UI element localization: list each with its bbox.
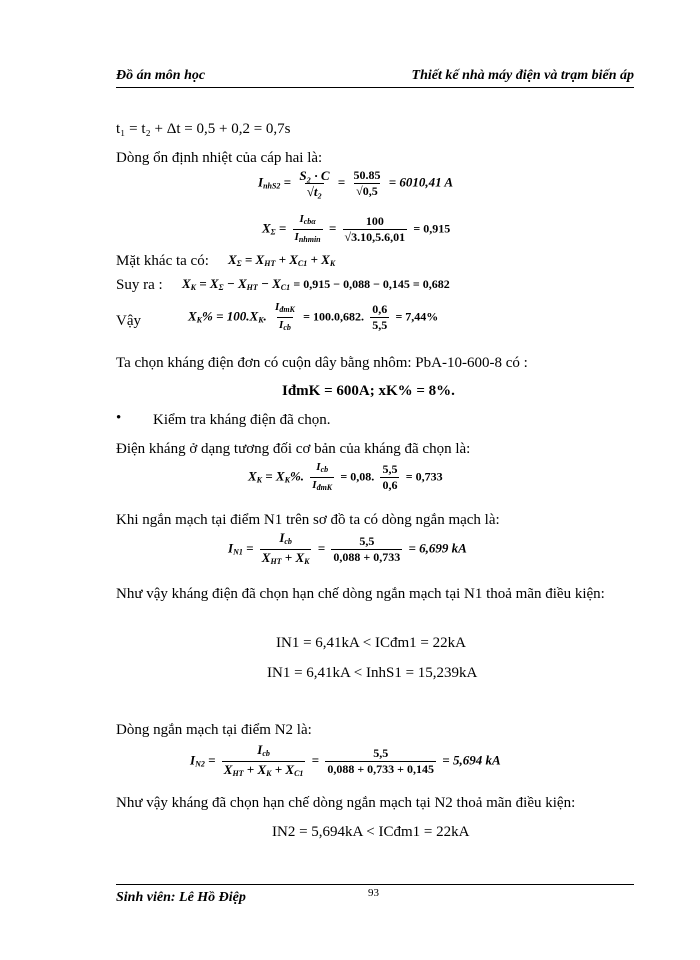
n1-check-1: IN1 = 6,41kA < ICđm1 = 22kA: [276, 635, 466, 651]
n1-equation: $I_{N1}$ = $\frac{I_{cb}}{X_{HT} + X_K}$ = $\frac{5,5}{0,088 + 0,733}$ = 6,699 kA: [228, 530, 467, 569]
header-left: Đồ án môn học: [116, 68, 206, 83]
n1-conclusion: Như vậy kháng điện đã chọn hạn chế dòng ngắn mạch tại N1 thoả mãn điều kiện:: [116, 586, 605, 602]
header-rule: [116, 87, 634, 88]
n1-check-2: IN1 = 6,41kA < InhS1 = 15,239kA: [267, 665, 478, 681]
reactor-spec: IđmK = 600A; xK% = 8%.: [282, 383, 455, 399]
suy-ra-label: Suy ra :: [116, 277, 163, 293]
bullet-check-text: Kiểm tra kháng điện đã chọn.: [153, 412, 331, 428]
choose-reactor-text: Ta chọn kháng điện đơn có cuộn dây bằng nhôm: PbA-10-600-8 có :: [116, 355, 528, 371]
thermal-heading: Dòng ổn định nhiệt của cáp hai là:: [116, 150, 323, 166]
relative-heading: Điện kháng ở dạng tương đối cơ bản của kháng đã chọn là:: [116, 441, 471, 457]
time-equation: t₁ = t₂ + Δt = 0,5 + 0,2 = 0,7s: [116, 121, 291, 137]
header-right: Thiết kế nhà máy điện và trạm biến áp: [411, 68, 634, 83]
n2-heading: Dòng ngắn mạch tại điểm N2 là:: [116, 722, 312, 738]
n1-heading: Khi ngắn mạch tại điểm N1 trên sơ đồ ta có dòng ngắn mạch là:: [116, 512, 500, 528]
vay-equation: $X_K\% = 100.X_K$. $\frac{I_{đmK}}{I_{cb}}$ = 100.0,682. $\frac{0,6}{5,5}$ = 7,44%: [188, 300, 438, 335]
vay-label: Vậy: [116, 313, 141, 329]
footer-rule: [116, 884, 634, 885]
n2-check: IN2 = 5,694kA < ICđm1 = 22kA: [272, 824, 470, 840]
n2-conclusion: Như vậy kháng đã chọn hạn chế dòng ngắn mạch tại N2 thoả mãn điều kiện:: [116, 795, 576, 811]
thermal-equation: $I_{nhS2}$ = $\frac{\text{S₂ · C}}{\text{√t₂}}$ = $\frac{50.85}{√0,5}$ = 6010,41 A: [258, 168, 454, 199]
bullet-icon: •: [116, 410, 122, 426]
page-number: 93: [368, 887, 379, 899]
suy-ra-equation: $X_K = X_\Sigma - X_{HT} - X_{C1} = 0,915 - 0,088 - 0,145 = 0,682$: [182, 276, 450, 292]
n2-equation: $I_{N2}$ = $\frac{I_{cb}}{X_{HT} + X_K + X_{C1}}$ = $\frac{5,5}{0,088 + 0,733 + 0,145}$ = 5,694 kA: [190, 742, 501, 781]
mat-khac-label: Mặt khác ta có:: [116, 253, 209, 269]
footer-student: Sinh viên: Lê Hồ Điệp: [116, 890, 246, 905]
xsum-sum-equation: $X_\Sigma = X_{HT} + X_{C1} + X_K$: [228, 252, 336, 268]
xsum-equation: $X_\Sigma$ = $\frac{I_{cb\alpha}}{I_{nhmin}}$ = $\frac{100}{√3.10,5.6,01}$ = 0,915: [262, 212, 450, 247]
xk-relative-equation: $X_K = X_K\%$. $\frac{I_{cb}}{I_{đmK}}$ = 0,08. $\frac{5,5}{0,6}$ = 0,733: [248, 460, 443, 495]
